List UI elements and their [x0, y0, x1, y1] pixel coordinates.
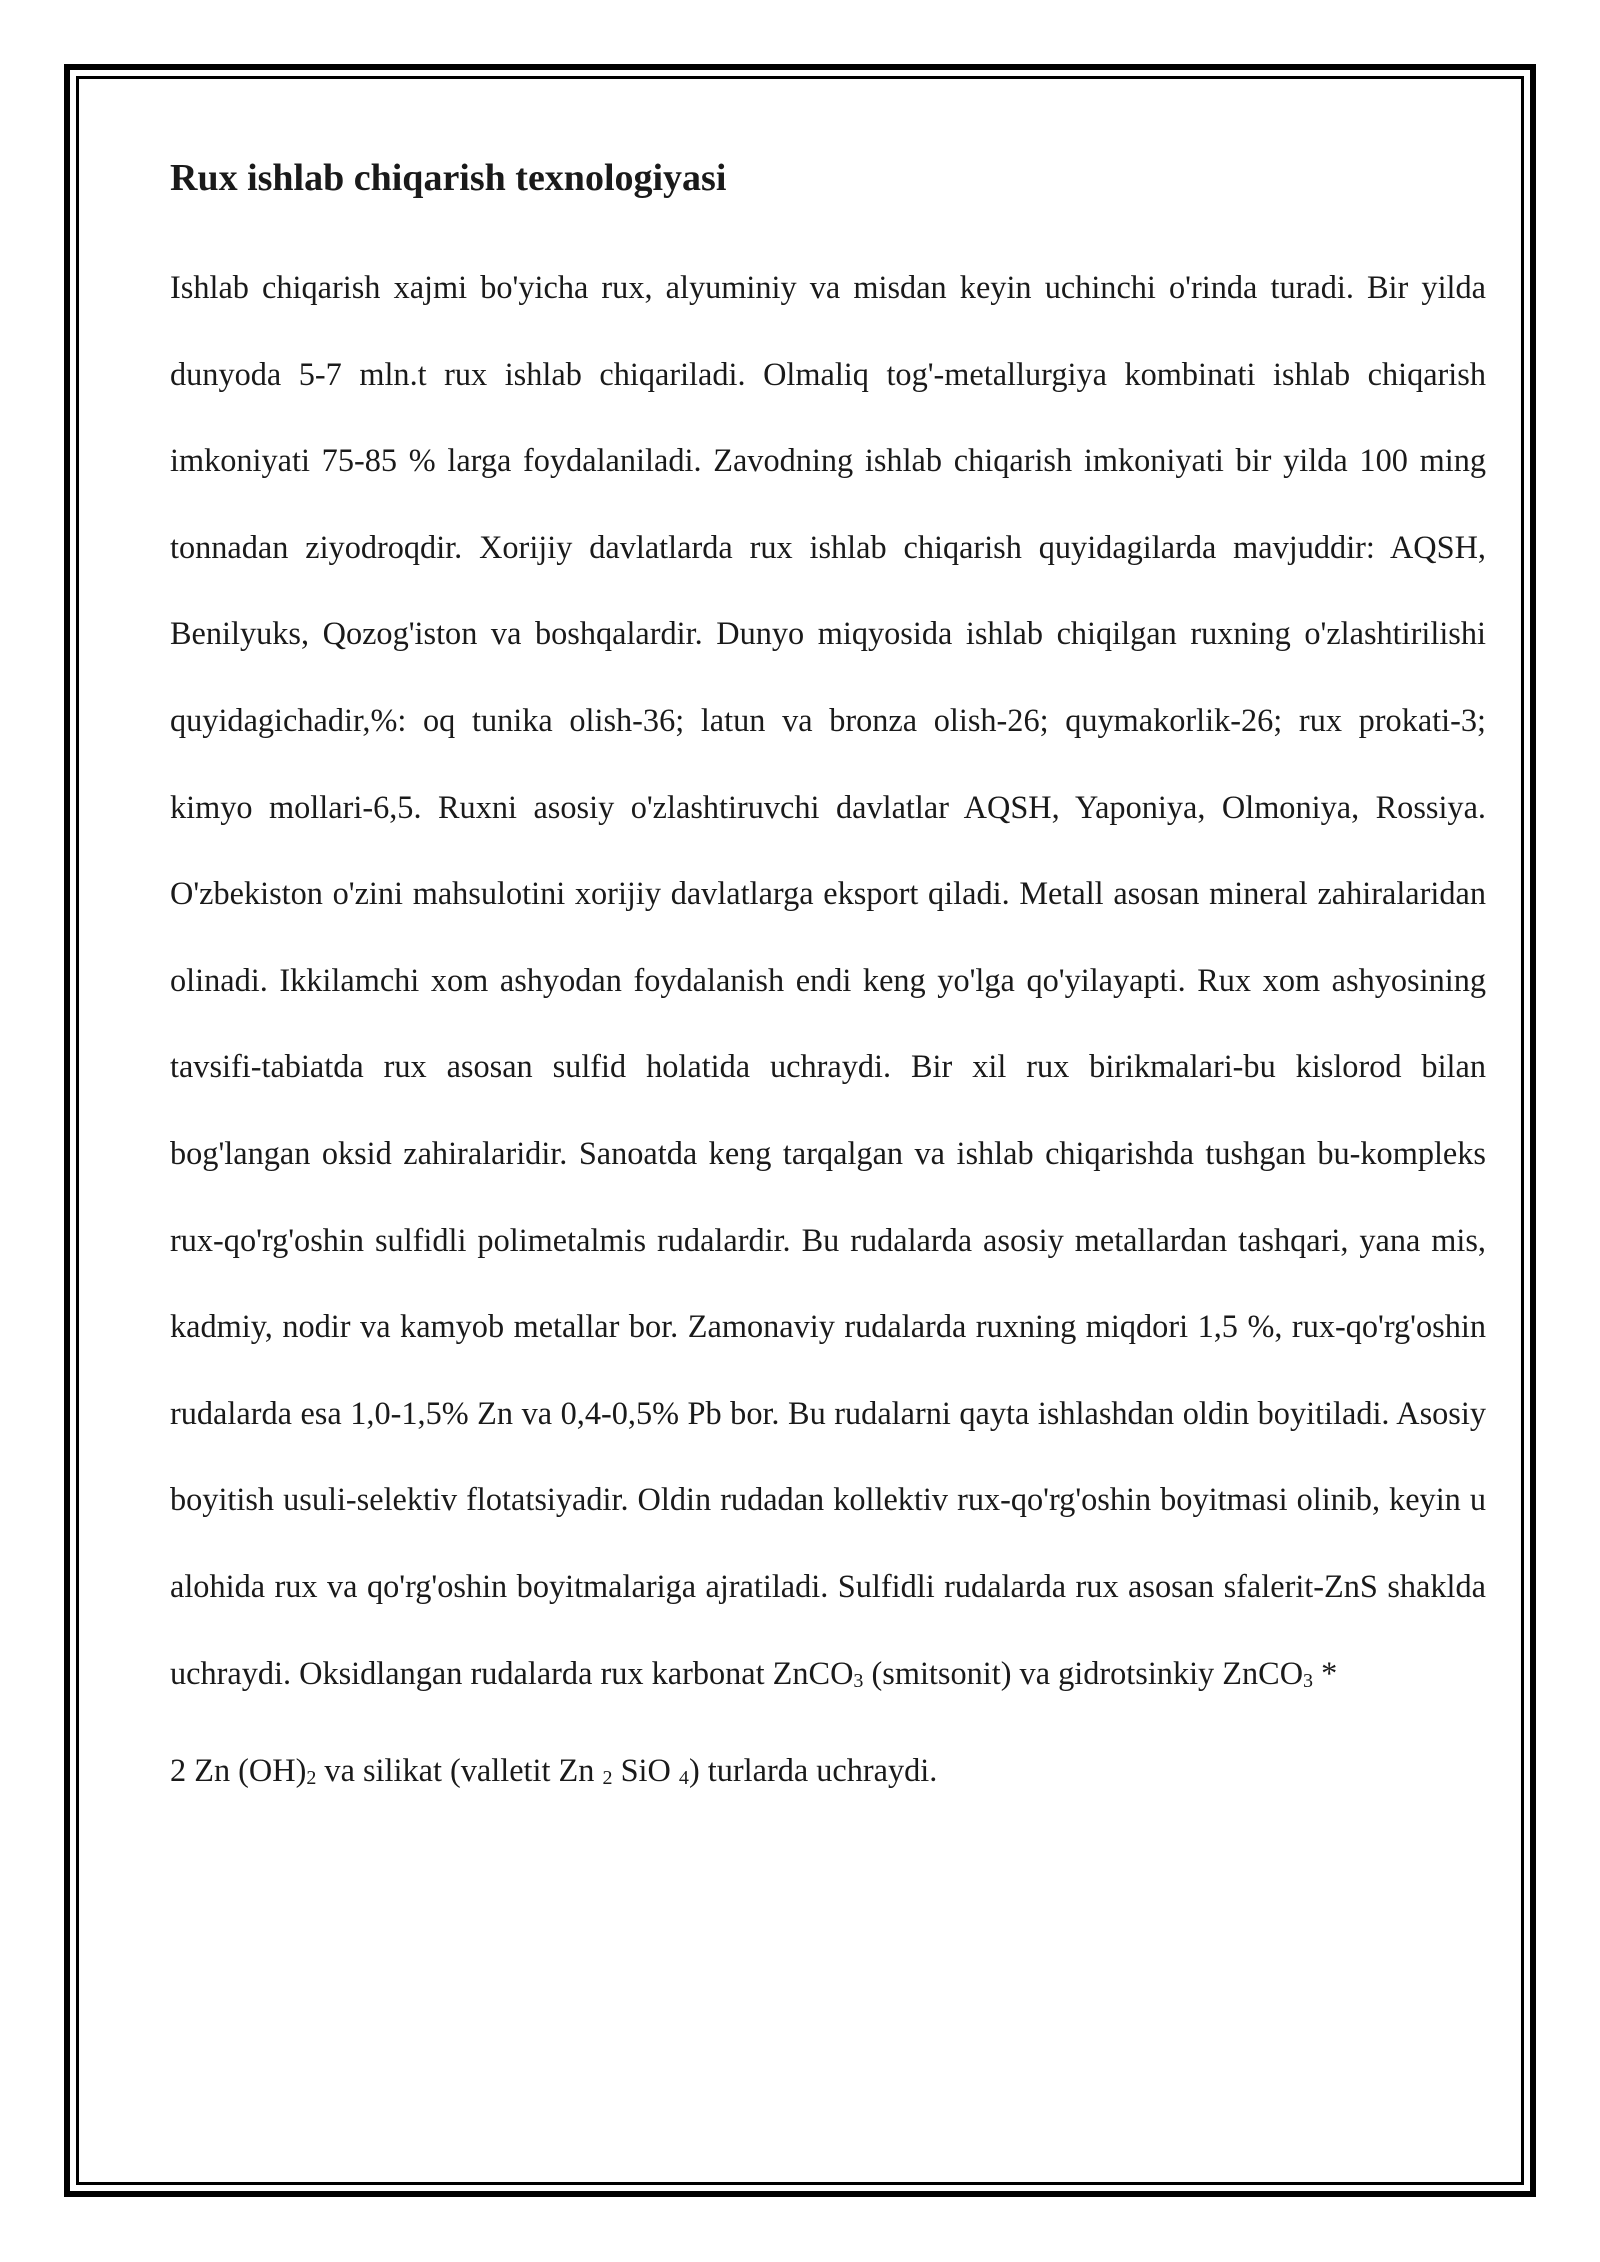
body-text-segment: *	[1313, 1654, 1338, 1691]
subscript: 2	[306, 1767, 317, 1790]
body-text-main: Ishlab chiqarish xajmi bo'yicha rux, alyuminiy va misdan keyin uchinchi o'rinda turadi. Bir yilda dunyoda 5-7 mln.t rux ishlab chiqariladi. Olmaliq tog'-metallurgiya kombinati ishlab chiqarish imkoniyati 75-85 % larga foydalaniladi. Zavodning ishlab chiqarish imkoniyati bir yilda 100 ming tonnadan ziyodroqdir. Xorijiy davlatlarda rux ishlab chiqarish quyidagilarda mavjuddir: AQSH, Benilyuks, Qozog'iston va boshqalardir. Dunyo miqyosida ishlab chiqilgan ruxning o'zlashtirilishi quyidagichadir,%: oq tunika olish-36; latun va bronza olish-26; quymakorlik-26; rux prokati-3; kimyo mollari-6,5. Ruxni asosiy o'zlashtiruvchi davlatlar AQSH, Yaponiya, Olmoniya, Rossiya. O'zbekiston o'zini mahsulotini xorijiy davlatlarga eksport qiladi. Metall asosan mineral zahiralaridan olinadi. Ikkilamchi xom ashyodan foydalanish endi keng yo'lga qo'yilayapti. Rux xom ashyosining tavsifi-tabiatda rux asosan sulfid holatida uchraydi. Bir xil rux birikmalari-bu kislorod bilan bog'langan oksid zahiralaridir. Sanoatda keng tarqalgan va ishlab chiqarishda tushgan bu-kompleks rux-qo'rg'oshin sulfidli polimetalmis rudalardir. Bu rudalarda asosiy metallardan tashqari, yana mis, kadmiy, nodir va kamyob metallar bor. Zamonaviy rudalarda ruxning miqdori 1,5 %, rux-qo'rg'oshin rudalarda esa 1,0-1,5% Zn va 0,4-0,5% Pb bor. Bu rudalarni qayta ishlashdan oldin boyitiladi. Asosiy boyitish usuli-selektiv flotatsiyadir. Oldin rudadan kollektiv rux-qo'rg'oshin boyitmasi olinib, keyin u alohida rux va qo'rg'oshin boyitmalariga ajratiladi. Sulfidli rudalarda rux asosan sfalerit-ZnS shaklda uchraydi. Oksidlangan rudalarda rux karbonat ZnCO	[170, 269, 1486, 1691]
formula-paragraph	[170, 1740, 1486, 1800]
subscript: 2	[602, 1767, 613, 1790]
subscript: 4	[678, 1767, 689, 1790]
body-paragraph	[170, 244, 1486, 1716]
formula-text: va silikat (valletit Zn	[316, 1752, 603, 1789]
document-title: Rux ishlab chiqarish texnologiyasi	[170, 157, 727, 199]
subscript: 3	[853, 1669, 864, 1692]
formula-text: 2 Zn (OH)	[170, 1752, 307, 1789]
document-content	[170, 150, 1486, 1800]
formula-text: SiO	[612, 1752, 679, 1789]
subscript: 3	[1303, 1669, 1314, 1692]
body-text-segment: (smitsonit) va gidrotsinkiy ZnCO	[863, 1654, 1304, 1691]
formula-text: ) turlarda uchraydi.	[688, 1752, 938, 1789]
